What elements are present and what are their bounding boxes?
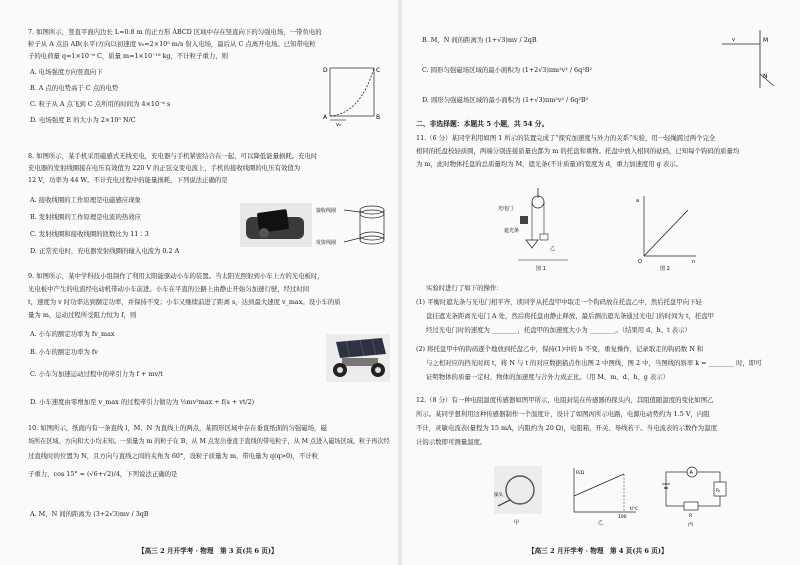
q12-caption-bing: 丙: [688, 522, 694, 528]
q10-fig-label-m: M: [763, 37, 769, 44]
q12-resistor-box-label: R: [689, 514, 693, 519]
q11-step-1-line-2: 盘挂遮光条距离光电门 A 处，然后将托盘由静止释放，最后测出遮光条通过光电门的时间为 t，托盘甲: [426, 312, 715, 320]
q12-sensor-photo: [494, 466, 542, 528]
q12-circuit-diagram: [658, 466, 728, 528]
q10-line-2: 场所在区域、方向和大小均未知。一质量为 m 的粒子在 B，从 M 点发出垂直于直线的带电粒子，从 M 点进入磁场区域。粒子再次经: [28, 437, 390, 445]
q8-option-d: D. 正常充电时，充电器发射线圈的输入电流为 0.2 A: [30, 247, 180, 255]
q11-line-1: 11.（6 分）某同学利用如图 1 所示的装置完成了“探究加速度与外力的关系”实验，用一轻绳跨过两个完全: [416, 134, 716, 142]
right-page-footer: 【高三 2 月开学考 · 物理 第 4 页(共 6 页)】: [528, 547, 668, 555]
q8-option-a: A. 接收线圈的工作原理是电磁感应现象: [30, 196, 141, 204]
q11-label-strip: 遮光条: [504, 228, 520, 234]
q12-line-2: 所示。某同学想利用这种传感器制作一个温度计，设计了如图丙所示电路，电源电动势约为 1.5 V，内阻: [416, 410, 710, 418]
q9-line-1: 9. 如图所示，某中学科技小组制作了利用太阳能驱动小车的装置。当太阳光照射到小车上方的光电板时，: [28, 272, 324, 280]
q9-option-a: A. 小车的额定功率为 fv_max: [30, 330, 115, 338]
q11-fig2-origin: O: [638, 259, 642, 265]
q11-fig1-caption: 图 1: [536, 266, 546, 272]
q11-step-2-line-1: (2) 将托盘甲中的钩码逐个地放到托盘乙中，保持(1)中的 h 不变，重复操作，记录取走的钩码数 N 和: [416, 345, 704, 353]
coil-label-receive: 接收线圈: [316, 208, 337, 214]
q12-resistance-temperature-graph: [560, 466, 640, 528]
q12-graph-x-label: t/℃: [630, 507, 639, 512]
q12-label-probe: 探头: [494, 493, 503, 498]
section-heading-nonchoice: 二、非选择题：本题共 5 小题，共 54 分。: [416, 120, 549, 128]
q7-fig-label-a: A: [323, 114, 328, 121]
q7-fig-label-b: B: [376, 114, 381, 121]
q7-option-c: C. 粒子从 A 点飞到 C 点所用的时间为 4×10⁻⁶ s: [30, 100, 171, 108]
q11-line-2: 相同的托盘校轻质圆，两端分别连接质量也都为 m 的托盘和重物。托盘中放入相同的砝码，已知每个钩码的质量均: [416, 147, 740, 155]
q11-line-3: 为 m，此时物体托盘的总质量均为 M，遮光条(不计质量)的宽度为 d，重力加速度用 g 表示。: [416, 160, 682, 168]
q10-line-3: 过直线时的位置为 N，且方向与直线之间的夹角为 60°，设粒子质量为 m，带电量为 q(q>0)，不计粒: [28, 452, 319, 460]
q11-fig2-y-label: a: [636, 198, 640, 204]
q7-option-a: A. 电场强度方向竖直向下: [30, 68, 103, 76]
q8-line-2: 充电器的发射线圈接在电压有效值为 220 V 的正弦交变电流上，手机的接收线圈的电压有效值为: [28, 164, 301, 172]
q12-caption-jia: 甲: [514, 520, 520, 526]
q12-line-4: 计的示数即可测量温度。: [416, 438, 487, 446]
q10-option-a: A. M、N 间的距离为 (3+2√3)mv / 3qB: [30, 510, 149, 518]
q7-fig-label-c: C: [376, 67, 381, 74]
q9-option-c: C. 小车匀加速运动过程中的牵引力为 f + mv/t: [30, 370, 163, 378]
q11-fig2-caption: 图 2: [660, 266, 670, 272]
q10-option-b: B. M、N 间的距离为 (1+√3)mv / 2qB: [422, 36, 537, 44]
q7-line-1: 7. 如图所示，竖直平面内边长 L=0.8 m 的正方形 ABCD 区域中存在竖直向下的匀强电场，一带负电的: [28, 28, 322, 36]
q8-option-b: B. 发射线圈的工作原理是电流的热效应: [30, 213, 142, 221]
q7-option-d: D. 电场强度 E 的大小为 2×10⁵ N/C: [30, 116, 136, 124]
q9-option-d: D. 小车速度由零增加至 v_max 的过程牵引力做功为 ½mv²max + f(s + vt/2): [30, 398, 255, 406]
q10-option-c: C. 圆形匀强磁场区域的最小面积为 (1+2√3)πm²v² / 6q²B²: [422, 66, 593, 74]
q11-fig2-x-label: n: [692, 259, 696, 265]
q9-option-b: B. 小车的额定功率为 fv: [30, 348, 98, 356]
q12-graph-tick: 100: [618, 515, 627, 520]
q12-caption-yi: 乙: [598, 520, 604, 526]
left-page: [0, 0, 398, 565]
right-page: [402, 0, 800, 565]
q10-fig-label-v: v: [732, 37, 735, 43]
q8-line-3: 12 V，功率为 44 W。不计充电过程中的能量损耗，下列说法正确的是: [28, 176, 228, 184]
q12-sensor-resistor-label: Rₜ: [716, 489, 721, 494]
q11-step-2-line-3: 证明物体的质量一定时，物体的加速度与合外力成正比。（用 M、m、d、h、g 表示）: [426, 373, 670, 381]
q10-option-d: D. 圆形匀强磁场区域的最小面积为 (1+√3)πm²v² / 6q²B²: [422, 96, 589, 104]
q9-line-4: 量为 m，运动过程所受阻力恒为 f，则: [28, 311, 137, 319]
q10-line-4: 子重力，cos 15° = (√6+√2)/4，下列说法正确的是: [28, 470, 178, 478]
q12-line-1: 12.（8 分）有一种电阻温度传感器如图甲所示，电阻封装在传感器的探头内，其阻值随温度的变化如图乙: [416, 396, 714, 404]
q8-line-1: 8. 如图所示，某手机采用磁感式无线充电，充电器与手机紧密结合在一起，可以降低能量损耗。充电时: [28, 152, 318, 160]
q10-line-1: 10. 如图所示，纸面内有一条直线 l，M、N 为直线上的两点，某圆形区域中存在垂直纸面的匀强磁场，磁: [28, 424, 327, 432]
q8-option-c: C. 发射线圈和接收线圈的匝数比为 11∶3: [30, 230, 149, 238]
q7-option-b: B. A 点的电势高于 C 点的电势: [30, 84, 119, 92]
q7-line-2: 粒子从 A 点沿 AB(水平)方向以初速度 v₀=2×10⁵ m/s 射入电场，最后从 C 点离开电场。已知带电粒: [28, 40, 316, 48]
q9-line-2: 光电板中产生的电流经电动机带动小车前进。小车在平直的公路上由静止开始匀加速行驶，经过时间: [28, 285, 310, 293]
q12-line-3: 不计，灵敏电流表(量程为 15 mA，内阻约为 20 Ω)，电阻箱，开关、导线若干。当电流表的示数作为温度: [416, 424, 717, 432]
q11-step-intro: 实验时进行了如下的操作：: [426, 284, 503, 292]
q7-fig-label-v0: v₀: [336, 122, 341, 126]
q12-graph-y-label: R/Ω: [576, 471, 585, 476]
q7-square-field-figure: [322, 62, 382, 126]
q11-step-1-line-3: 经过光电门时的速度为 ________，托盘甲的加速度大小为 ________。（结果用 d、h、t 表示）: [426, 326, 691, 334]
q11-pulley-apparatus-figure: [498, 188, 588, 272]
q7-line-3: 子的电荷量 q=1×10⁻⁶ C，质量 m=1×10⁻¹⁸ kg，不计粒子重力，则: [28, 52, 229, 60]
q12-ammeter-label: A: [689, 470, 693, 476]
q11-step-2-line-2: 与之相对应的挡光时间 t，将 N 与 t 的对应数据描点作出图 2 中图线，图 2 中，当图线的斜率 k = ________ 时，即可: [426, 359, 762, 367]
coil-diagram: [316, 200, 394, 252]
q7-fig-label-d: D: [323, 67, 328, 74]
q10-fig-label-n: N: [763, 73, 768, 80]
left-page-footer: 【高三 2 月开学考 · 物理 第 3 页(共 6 页)】: [138, 547, 278, 555]
phone-charger-photo: [240, 203, 312, 247]
q10-line-mn-figure: [712, 28, 782, 90]
q11-label-weight: 乙: [550, 246, 556, 252]
coil-label-send: 发射线圈: [316, 240, 337, 246]
q11-label-photogate: 光电门: [498, 206, 514, 212]
q9-line-3: t，速度为 v 时功率达到额定功率，并保持不变；小车又继续前进了距离 s，达到最大速度 v_max。设小车的质: [28, 298, 341, 306]
q11-graph-fig2: [634, 192, 700, 272]
solar-car-photo: [326, 334, 390, 382]
q11-step-1-line-1: (1) 平衡时遮光条与光电门相平齐，读同学从托盘甲中取走一个钩码放在托盘乙中，然后托盘甲向下轻: [416, 298, 702, 306]
